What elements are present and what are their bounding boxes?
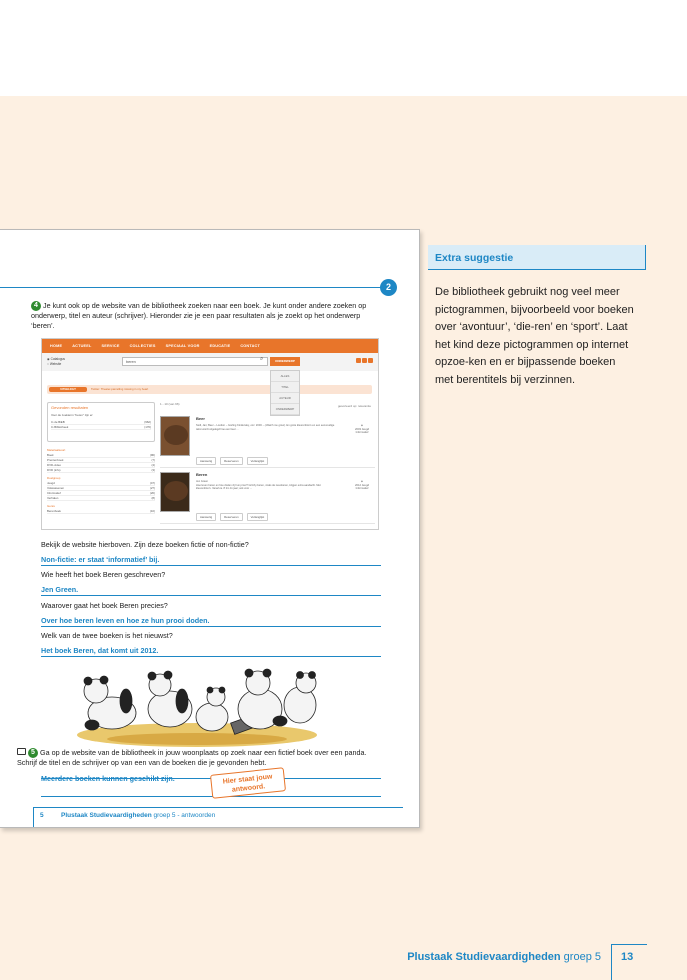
sort-select[interactable]: gesorteerd op: relevantie xyxy=(337,404,371,408)
computer-icon xyxy=(17,748,26,755)
library-website-screenshot xyxy=(41,338,379,530)
answer-text: Over hoe beren leven en hoe ze hun prooi doden. xyxy=(41,616,381,627)
result-item[interactable] xyxy=(160,412,375,468)
nav-item-speciaal[interactable]: SPECIAAL VOOR xyxy=(165,344,200,348)
nav-item-contact[interactable]: CONTACT xyxy=(240,344,261,348)
result-item[interactable] xyxy=(160,468,375,524)
highlight-text[interactable]: Twitter: Theater-parcelling missing in my heart xyxy=(91,387,149,391)
question-text: Welk van de twee boeken is het nieuwst? xyxy=(41,631,173,640)
qa-block-3 xyxy=(41,601,381,627)
wishlist-button[interactable]: Verlanglijst xyxy=(247,513,269,521)
book-icon: ◈ xyxy=(360,480,364,483)
answer-text: Het boek Beren, dat komt uit 2012. xyxy=(41,646,381,657)
facet-genre-title: Genre xyxy=(47,504,56,508)
social-icons xyxy=(356,358,373,363)
facet-row[interactable]: Boek (96) xyxy=(47,453,155,457)
highlight-tag: UITGELICHT xyxy=(49,387,87,392)
search-type-dropdown xyxy=(270,370,300,416)
website-nav xyxy=(42,339,378,353)
nav-item-home[interactable]: HOME xyxy=(50,344,63,348)
chapter-rule xyxy=(0,287,383,288)
facet-audience-title: Doelgroep xyxy=(47,476,61,480)
result-title[interactable]: Beer xyxy=(196,416,205,421)
search-type-select[interactable]: ONDERWERP xyxy=(270,357,300,366)
book-cover-image[interactable] xyxy=(160,472,190,512)
extra-suggestion-body: De bibliotheek gebruikt nog veel meer pictogrammen, bijvoorbeeld voor boeken over ‘avontuur’, ‘die-ren’ en ‘sport’. Laat het kind deze pictogrammen op internet opzoe-ken en er bijpassende boeken met berentitels bij verzinnen. xyxy=(435,286,634,386)
website-search-input[interactable]: beren xyxy=(122,357,268,366)
result-description: Stoll, Jan; Beer – London – Gorling Kindersley, ocz. 2003. – (Watch me grow). En grote kleurenfoto's en een eenvoudige tekst wordt uitgelegd hoe een beer ... xyxy=(196,424,335,431)
question-4-text: Je kunt ook op de website van de bibliotheek zoeken naar een boek. Je kunt onder andere zoeken op onderwerp, titel en auteur (schrijver). Hieronder zie je een paar resultaten als je zoekt op het onderwerp ‘beren’. xyxy=(31,301,367,330)
answer-line xyxy=(41,796,381,797)
pandas-illustration xyxy=(74,661,320,749)
result-title[interactable]: Beren xyxy=(196,472,208,477)
reserve-button[interactable]: Reserveren xyxy=(220,513,242,521)
results-sidebar xyxy=(47,402,155,526)
availability-label: Aanwezig xyxy=(196,513,216,521)
results-list xyxy=(160,402,375,526)
result-count: 1 - 10 (van 96) xyxy=(160,402,180,406)
found-results-title: Gevonden resultaten xyxy=(51,405,89,410)
footer-title: Plustaak Studievaardigheden groep 5 xyxy=(407,951,601,963)
page-number: 13 xyxy=(621,951,634,963)
inner-footer-title: Plustaak Studievaardigheden groep 5 - antwoorden xyxy=(61,812,216,819)
facet-row[interactable]: Informatief (20) xyxy=(47,491,155,495)
nav-item-service[interactable]: SERVICE xyxy=(101,344,120,348)
question-4-number: 4 xyxy=(31,301,41,311)
nav-item-educatie[interactable]: EDUCATIE xyxy=(209,344,231,348)
found-result-row[interactable]: In Bibliotheek (176) xyxy=(51,425,151,429)
book-icon: ◈ xyxy=(360,424,364,427)
page-footer xyxy=(395,944,687,980)
inner-page-number: 5 xyxy=(40,812,44,819)
facet-row[interactable]: Jeugd (47) xyxy=(47,481,155,485)
social-icon xyxy=(362,358,367,363)
availability-label: Aanwezig xyxy=(196,457,216,465)
question-5 xyxy=(17,748,382,768)
facet-row[interactable]: Volwassenen (27) xyxy=(47,486,155,490)
question-4 xyxy=(31,301,371,331)
found-results-sub: Voor de zoekterm "beren" zijn er: xyxy=(51,413,94,417)
question-text: Waarover gaat het boek Beren precies? xyxy=(41,601,168,610)
result-actions xyxy=(196,457,268,465)
question-text: Wie heeft het boek Beren geschreven? xyxy=(41,570,166,579)
facet-row[interactable]: Berenboek (10) xyxy=(47,509,155,513)
inner-page-footer xyxy=(33,807,403,827)
dropdown-option[interactable]: TITEL xyxy=(271,382,299,393)
facet-material-title: Materiaalsoort xyxy=(47,448,66,452)
inner-page xyxy=(0,229,420,828)
top-margin xyxy=(0,0,687,96)
question-5-text: Ga op de website van de bibliotheek in jouw woonplaats op zoek naar een fictief boek over een panda. Schrijf de titel en de schrijver op van een van de boeken die je gevonden hebt. xyxy=(17,748,367,767)
search-icon[interactable]: ⌕ xyxy=(260,356,264,362)
dropdown-option[interactable]: ALLES xyxy=(271,371,299,382)
wishlist-button[interactable]: Verlanglijst xyxy=(247,457,269,465)
qa-block-2 xyxy=(41,570,381,596)
question-5-answer: Meerdere boeken kunnen geschikt zijn. xyxy=(41,774,175,783)
facet-row[interactable]: Prentenboek (7) xyxy=(47,458,155,462)
result-actions xyxy=(196,513,268,521)
search-scope-radio[interactable]: ◉ Catalogus ○ Website xyxy=(47,357,66,366)
website-search-row xyxy=(42,353,378,371)
nav-item-collecties[interactable]: COLLECTIES xyxy=(129,344,156,348)
book-cover-image[interactable] xyxy=(160,416,190,456)
found-result-row[interactable]: In de BiEB (962) xyxy=(51,420,151,424)
found-results-box xyxy=(47,402,155,442)
answer-text: Jen Green. xyxy=(41,585,381,596)
dropdown-option[interactable]: ONDERWERP xyxy=(271,404,299,415)
social-icon xyxy=(356,358,361,363)
dropdown-option[interactable]: AUTEUR xyxy=(271,393,299,404)
result-description: Jen Green Hoe leven beren en hoe doden zij hun prooi? Grizzly-beren, zoals de neusberen, krijgen extra aandacht. Met kleurenfoto's. Vanaf ca. 8 t/m 11 jaar; ook voor ... xyxy=(196,480,321,491)
extra-suggestion-header xyxy=(428,245,646,270)
question-5-number: 5 xyxy=(28,748,38,758)
reserve-button[interactable]: Reserveren xyxy=(220,457,242,465)
nav-item-actueel[interactable]: ACTUEEL xyxy=(72,344,92,348)
extra-suggestion-title: Extra suggestie xyxy=(435,252,514,264)
question-text: Bekijk de website hierboven. Zijn deze boeken fictie of non-fictie? xyxy=(41,540,249,549)
facet-row[interactable]: DVD-video (4) xyxy=(47,463,155,467)
qa-block-4 xyxy=(41,631,381,657)
social-icon xyxy=(368,358,373,363)
chapter-number: 2 xyxy=(380,279,397,296)
facet-row[interactable]: Verhalen (8) xyxy=(47,496,155,500)
result-meta: ◈ 2012 Jeugd Informatief xyxy=(351,480,373,491)
answer-text: Non-fictie: er staat ‘informatief’ bij. xyxy=(41,555,381,566)
highlight-bar xyxy=(47,385,372,394)
facet-row[interactable]: DVD (info) (3) xyxy=(47,468,155,472)
result-meta: ◈ 2003 Jeugd Informatief xyxy=(351,424,373,435)
qa-block-1 xyxy=(41,540,381,566)
answer-stamp: Hier staat jouw antwoord. xyxy=(210,767,286,799)
